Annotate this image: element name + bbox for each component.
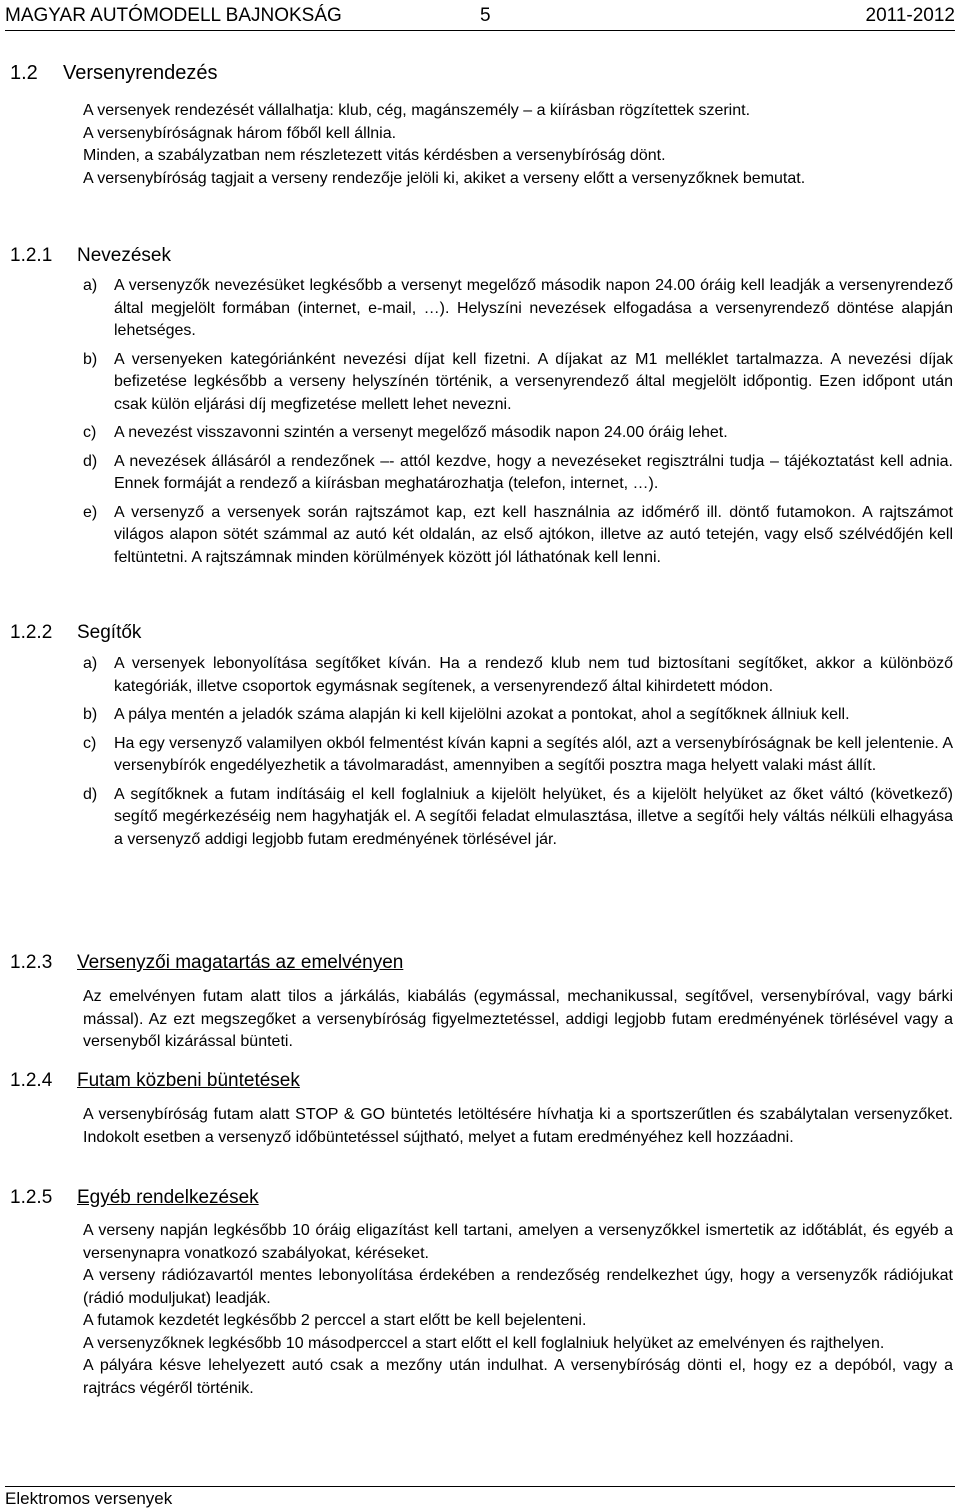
- page-header: [5, 2, 955, 31]
- list-item-label: a): [83, 655, 98, 672]
- list-item-text: A versenyző a versenyek során rajtszámot kap, ezt kell használnia az időmérő ill. döntő futamokon. A rajtszámot világos alapon sötét számmal az autó két oldalán, az első ajtókon, illetve az autó tetején, vagy első szélvédőjén kell feltüntetni. A rajtszámnak minden körülmények között jól láthatónak kell lenni.: [114, 503, 953, 566]
- list-item-label: d): [83, 452, 98, 470]
- section-intro: [83, 100, 953, 190]
- list-item: [83, 349, 953, 417]
- header-page-number: 5: [480, 5, 491, 26]
- list-item-label: b): [83, 350, 98, 368]
- paragraph: A versenyek rendezését vállalhatja: klub, cég, magánszemély – a kiírásban rögzítettek szerint.: [83, 102, 751, 119]
- list-item: [83, 275, 953, 343]
- list-item: [83, 502, 953, 570]
- list-item-label: c): [83, 424, 97, 441]
- segitok-list: [83, 653, 953, 851]
- paragraph: A pályára késve lehelyezett autó csak a mezőny után indulhat. A versenybíróság dönti el, hogy ez a depóból, vagy a rajtrács végéről történik.: [83, 1357, 953, 1397]
- list-item-text: A segítőknek a futam indításáig el kell foglalniuk a kijelölt helyüket, és a kijelölt helyüket az őket váltó (következő) segítő megérkezéséig nem hagyhatják el. A segítői feladat elmulasztása, illetve a segítői hely váltás nélküli elhagyása a versenyző addigi legjobb futam eredményének törlésével jár.: [114, 785, 953, 848]
- footer-text: Elektromos versenyek: [5, 1489, 173, 1508]
- subsection-title: Segítők: [77, 622, 142, 643]
- list-item-text: A nevezések állásáról a rendezőnek –- attól kezdve, hogy a nevezéseket regisztrálni tudja – tájékoztatást kell adnia. Ennek formáját a rendező a kiírásban meghatározhatja (telefon, internet, …).: [114, 452, 953, 492]
- subsection-title: Nevezések: [77, 245, 171, 266]
- subsection-number: 1.2.4: [10, 1070, 53, 1091]
- egyeb-text: [83, 1220, 953, 1400]
- list-item-text: A pálya mentén a jeladók száma alapján ki kell kijelölni azokat a pontokat, ahol a segítőknek állniuk kell.: [114, 706, 850, 723]
- subsection-title: Versenyzői magatartás az emelvényen: [77, 952, 404, 973]
- list-item-label: a): [83, 277, 98, 294]
- paragraph: A verseny napján legkésőbb 10 óráig eligazítást kell tartani, amelyen a versenyzőkkel ismertetik az időtáblát, és egyéb a versenynapra vonatkozó szabályokat, kéréseket.: [83, 1222, 953, 1262]
- subsection-title: Futam közbeni büntetések: [77, 1070, 300, 1091]
- header-season: 2011-2012: [865, 5, 955, 26]
- list-item-text: A versenyzők nevezésüket legkésőbb a versenyt megelőző második napon 24.00 óráig kell leadják a versenyrendező által megjelölt formában (internet, e-mail, …). Helyszíni nevezések elfogadása a versenyrendező döntése alapján lehetséges.: [114, 277, 953, 339]
- list-item-label: e): [83, 503, 98, 521]
- header-title: MAGYAR AUTÓMODELL BAJNOKSÁG: [5, 5, 342, 26]
- paragraph: A versenybíróság futam alatt STOP & GO büntetés letöltésére hívhatja ki a sportszerűtlen és szabálytalan versenyzőket. Indokolt esetben a versenyző időbüntetéssel sújtható, melyet a futam eredményéhez kell hozzáadni.: [83, 1106, 953, 1146]
- list-item-text: A versenyeken kategóriánként nevezési díjat kell fizetni. A díjakat az M1 melléklet tartalmazza. A nevezési díjak befizetése legkésőbb a verseny helyszínén történik, a versenyrendező által megjelölt időpontig. Ezen időpont után csak külön eljárási díj megfizetése mellett lehet nevezni.: [114, 350, 953, 413]
- list-item: [83, 422, 953, 445]
- paragraph: A versenybíróság tagjait a verseny rendezője jelöli ki, akiket a verseny előtt a versenyzőknek bemutat.: [83, 169, 806, 187]
- nevezesek-list: [83, 275, 953, 569]
- subsection-title: Egyéb rendelkezések: [77, 1187, 259, 1208]
- paragraph: A versenyzőknek legkésőbb 10 másodperccel a start előtt el kell foglalniuk helyüket az emelvényen és rajthelyen.: [83, 1334, 885, 1352]
- paragraph: Az emelvényen futam alatt tilos a járkálás, kiabálás (egymással, mechanikussal, segítővel, versenybíróval, vagy bárki mással). Az ezt megszegőket a versenybíróság figyelmeztetéssel, addigi legjobb futam eredményének törlésével vagy a versenyből kizárással bünteti.: [83, 988, 953, 1050]
- list-item: [83, 784, 953, 852]
- list-item-label: c): [83, 734, 97, 752]
- list-item: [83, 733, 953, 778]
- section-title: Versenyrendezés: [63, 62, 218, 84]
- list-item: [83, 451, 953, 496]
- paragraph: A futamok kezdetét legkésőbb 2 perccel a start előtt be kell bejelenteni.: [83, 1312, 587, 1329]
- subsection-number: 1.2.5: [10, 1187, 53, 1208]
- list-item: [83, 653, 953, 698]
- paragraph: Minden, a szabályzatban nem részletezett vitás kérdésben a versenybíróság dönt.: [83, 147, 666, 164]
- page-footer: [5, 1486, 955, 1511]
- list-item-text: Ha egy versenyző valamilyen okból felmentést kíván kapni a segítés alól, azt a versenybíróságnak be kell jelentenie. A versenybírók engedélyezhetik a távolmaradást, amennyiben a segítői posztra maga helyett valaki mást állít.: [114, 734, 953, 774]
- list-item-text: A versenyek lebonyolítása segítőket kíván. Ha a rendező klub nem tud biztosítani segítőket, akkor a különböző kategóriák, illetve csoportok egymásnak segítenek, a versenyrendező által kihirdetett módon.: [114, 655, 953, 695]
- magatartas-text: [83, 986, 953, 1054]
- section-number: 1.2: [10, 62, 38, 84]
- list-item-text: A nevezést visszavonni szintén a versenyt megelőző második napon 24.00 óráig lehet.: [114, 424, 728, 441]
- subsection-number: 1.2.1: [10, 245, 53, 266]
- subsection-number: 1.2.3: [10, 952, 53, 973]
- list-item-label: d): [83, 785, 98, 803]
- paragraph: A verseny rádiózavartól mentes lebonyolítása érdekében a rendezőség rendelkezhet úgy, hogy a versenyzők rádiójukat (rádió moduljukat) leadják.: [83, 1267, 953, 1307]
- list-item-label: b): [83, 706, 98, 723]
- list-item: [83, 704, 953, 727]
- subsection-number: 1.2.2: [10, 622, 53, 643]
- paragraph: A versenybíróságnak három főből kell állnia.: [83, 124, 397, 142]
- buntetesek-text: [83, 1104, 953, 1149]
